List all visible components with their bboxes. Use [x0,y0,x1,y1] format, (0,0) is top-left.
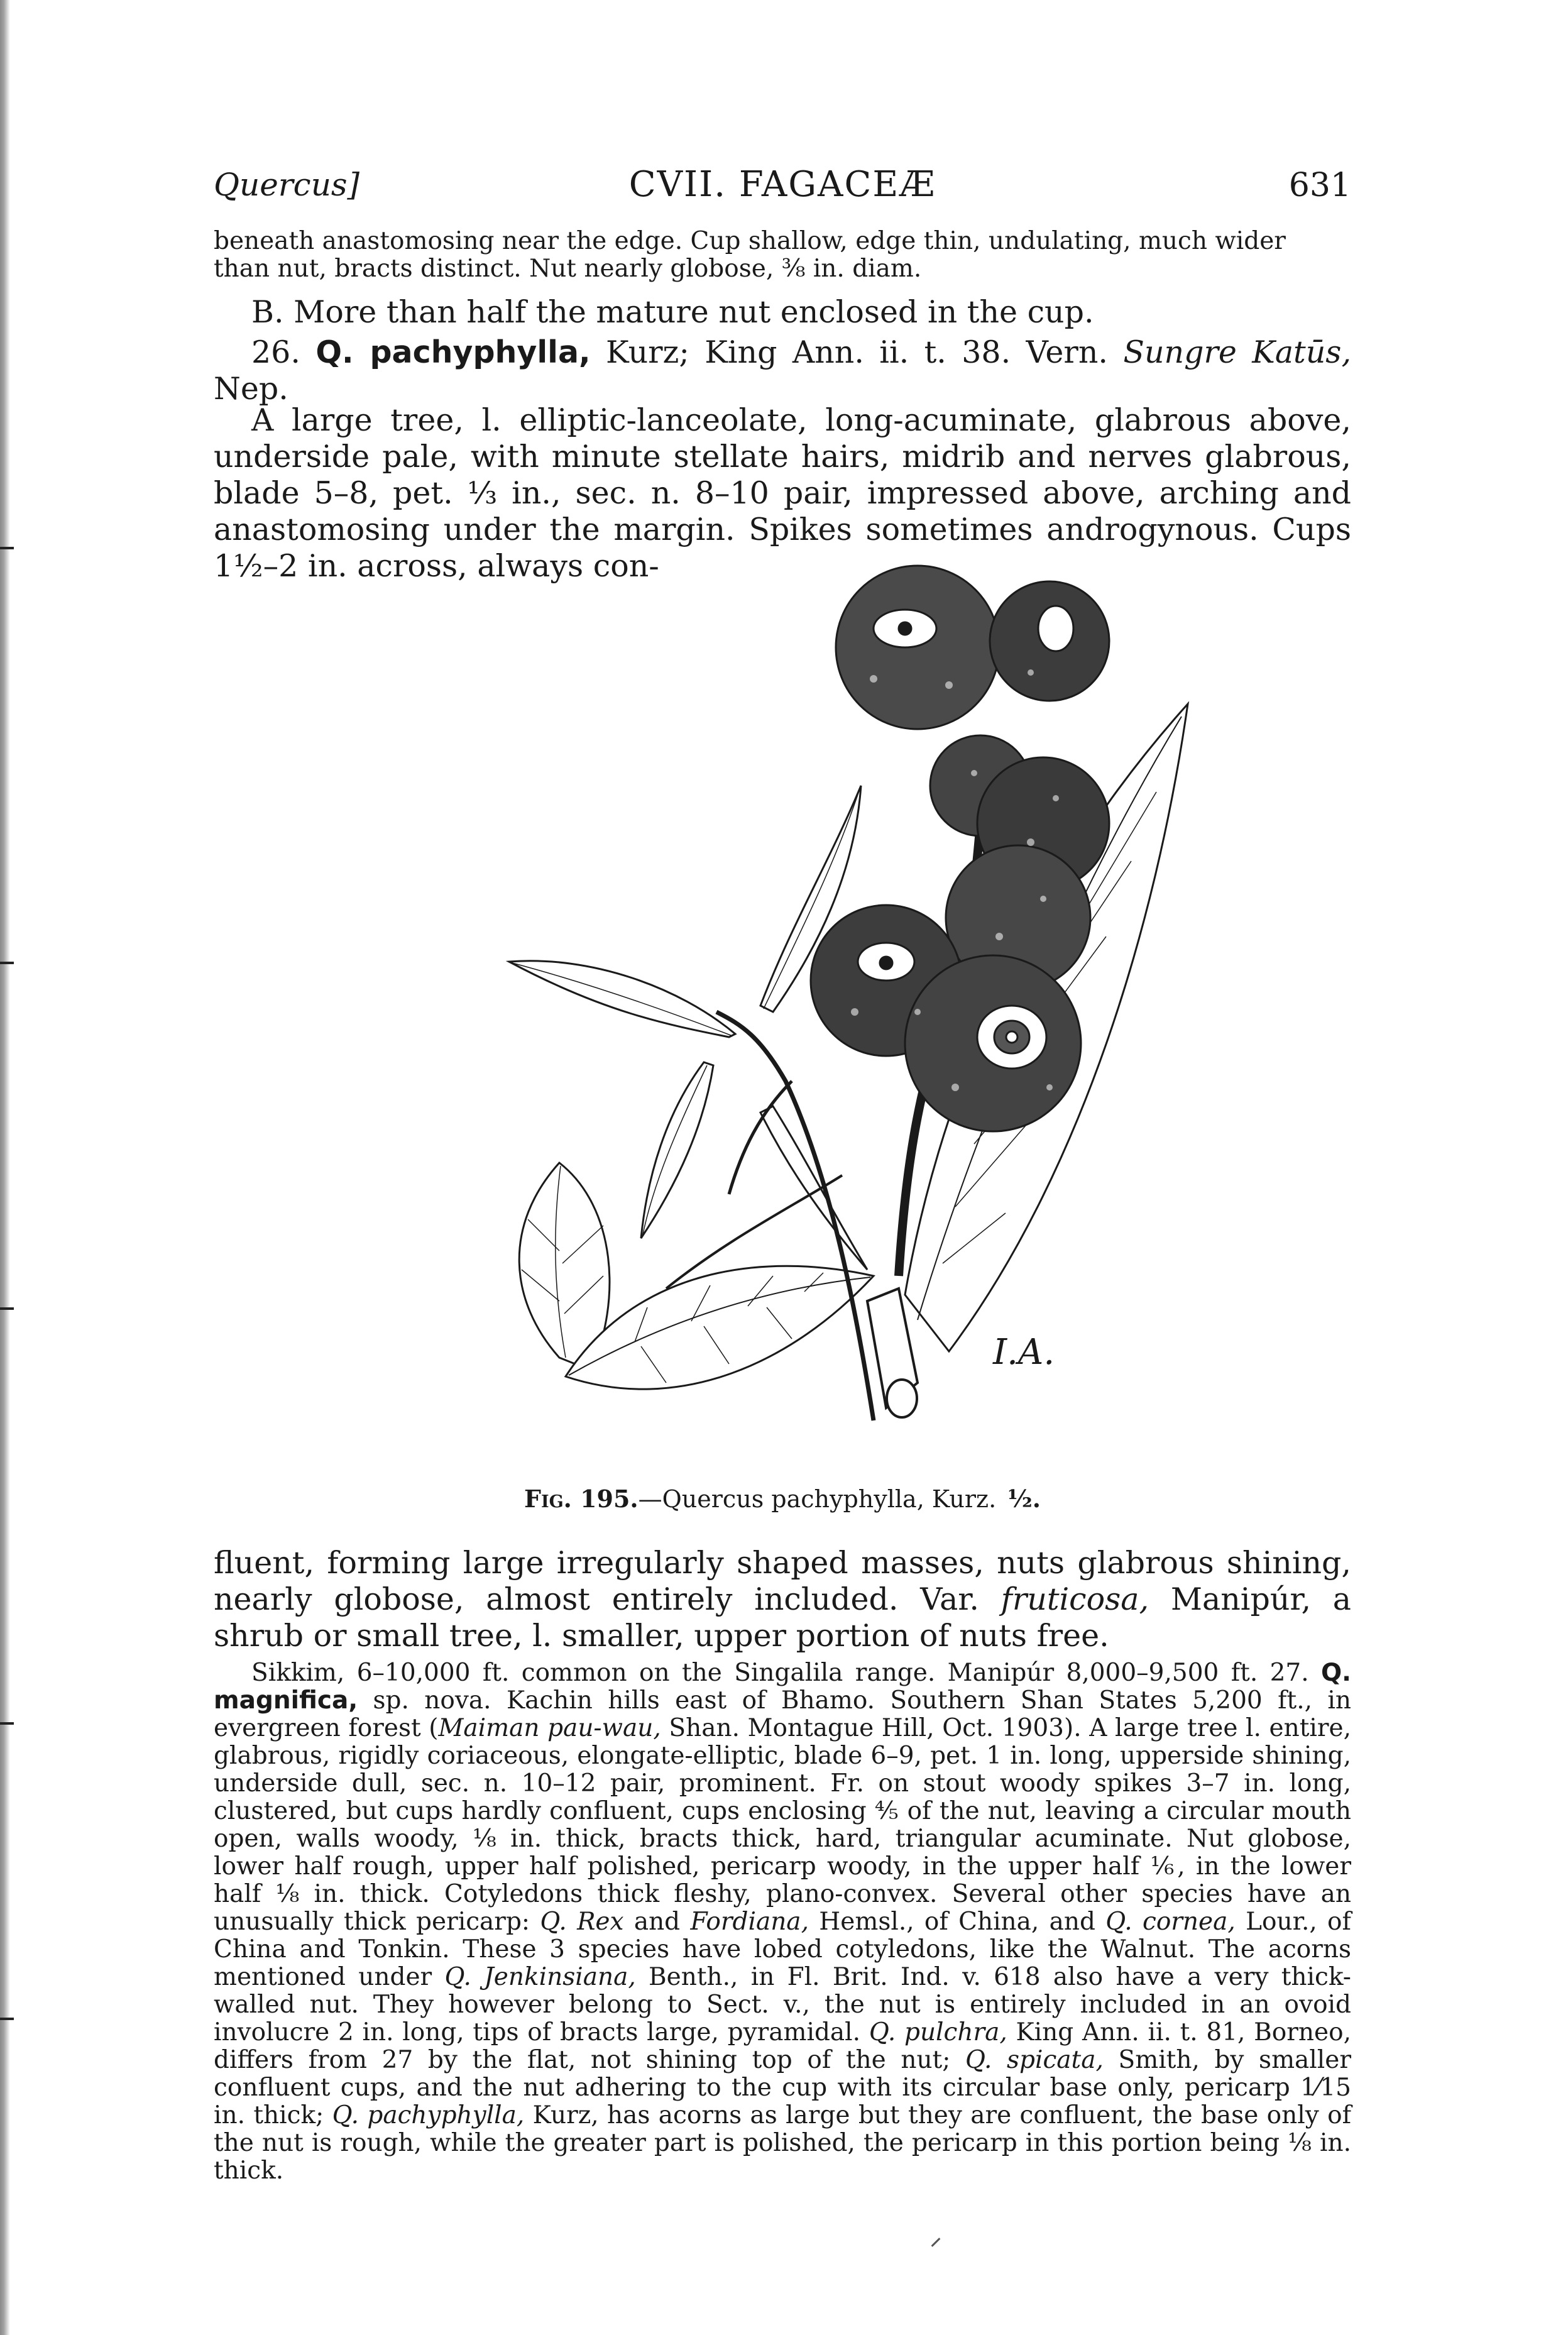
section-heading [214,294,1351,331]
species-ref: Fordiana, [690,1908,809,1936]
species-entry [214,334,1351,407]
acorn-cup [836,566,999,729]
notes-text: and [633,1908,681,1936]
notes-text: Shan. Montague Hill, Oct. 1903). A large tree l. entire, glabrous, rigidly coriaceous, elongate-elliptic, blade 6–9, pet. 1 in. long, upperside shining, underside dull, sec. n. 10–12 pair, prominent. Fr. on stout woody spikes 3–7 in. long, clustered, but cups hardly confluent, cups enclosing ⅘ of the nut, leaving a circular mouth open, walls woody, ⅛ in. thick, bracts thick, hard, triangular acuminate. Nut globose, lower half rough, upper half polished, pericarp woody, in the upper half ⅙, in the lower half ⅛ in. thick. Cotyledons thick fleshy, plano-convex. Several other species have an unusually thick pericarp: [214,1714,1351,1936]
notes-text: King Ann. ii. t. 81, Borneo, differs from 27 by the flat, not shining top of the nut; [214,2018,1352,2074]
variety-name: fruticosa, [1001,1581,1149,1617]
chapter-title: CVII. FAGACEÆ [628,164,936,205]
page-header [214,160,1351,211]
description-line: than nut, bracts distinct. Nut nearly globose, ⅜ in. diam. [214,255,922,283]
figure-label: Fig. 195. [524,1485,639,1513]
scan-mark [0,2018,14,2020]
notes-text: Lour., of China and Tonkin. These 3 species have lobed cotyledons, like the Walnut. The acorns mentioned under [214,1908,1351,1991]
artist-initials: I.A. [993,1332,1055,1373]
species-locality: Nep. [214,371,288,407]
leaf-mid-down [641,1062,713,1238]
species-notes [214,1659,1351,2185]
notes-text: Kurz, has acorns as large but they are confluent, the base only of the nut is rough, while the greater part is polished, the pericarp in this portion being ⅛ in. thick. [214,2101,1352,2185]
section-heading-text: B. More than half the mature nut enclosed in the cup. [251,294,1094,330]
notes-text: Benth., in Fl. Brit. Ind. v. 618 also have a very thick-walled nut. They however belong to Sect. v., the nut is entirely included in an ovoid involucre 2 in. long, tips of bracts large, pyramidal. [214,1963,1351,2047]
species-ref: Q. cornea, [1105,1908,1236,1936]
acorn-cup [990,581,1109,701]
notes-text: Smith, by smaller confluent cups, and the nut adhering to the cup with its circular base only, pericarp 1⁄15 in. thick; [214,2046,1351,2129]
species-number: 26. [251,334,300,370]
page-number: 631 [1288,167,1351,204]
scan-mark [0,547,14,549]
notes-text: sp. nova. Kachin hills east of Bhamo. Southern Shan States 5,200 ft., in evergreen forest ( [214,1686,1351,1742]
species-ref: Q. pachyphylla, [332,2101,525,2129]
notes-text: Hemsl., of China, and [819,1908,1095,1936]
species-ref: Q. spicata, [965,2046,1104,2074]
description-part: fluent, forming large irregularly shaped masses, nuts glabrous shining, nearly globose, almost entirely included. Var. [214,1545,1351,1617]
scan-mark [0,962,14,964]
species-ref: Q. Rex [540,1908,624,1936]
stray-mark [931,2238,941,2247]
species-authority: Kurz; King Ann. ii. t. 38. Vern. [606,334,1108,370]
vernacular-name: Maiman pau-wau, [438,1714,661,1742]
scan-mark [0,1722,14,1725]
scan-edge-shadow [0,0,10,2335]
quercus-drawing [352,547,1232,1477]
leaf-bottom [566,1266,874,1389]
notes-text: Sikkim, 6–10,000 ft. common on the Singalila range. Manipúr 8,000–9,500 ft. 27. [251,1659,1309,1687]
post-figure-description [214,1545,1351,1654]
vernacular-name: Sungre Katūs, [1123,334,1352,370]
running-head: Quercus] [214,167,360,203]
species-name: Q. magnifica, [214,1659,1351,1715]
leaf-left-mid [509,961,735,1037]
figure-scale: ½. [1007,1485,1041,1513]
species-name: Q. pachyphylla, [315,334,591,370]
botanical-illustration [352,547,1232,1477]
description-line: beneath anastomosing near the edge. Cup shallow, edge thin, undulating, much wider [214,227,1286,255]
acorn-cup [905,955,1081,1131]
species-description-text: A large tree, l. elliptic-lanceolate, long-acuminate, glabrous above, underside pale, with minute stellate hairs, midrib and nerves glabrous, blade 5–8, pet. ⅓ in., sec. n. 8–10 pair, impressed above, arching and anastomosing under the margin. Spikes sometimes androgynous. Cups 1½–2 in. across, always con- [214,402,1351,584]
leaf-lower-mid [760,1106,867,1270]
species-ref: Q. Jenkinsiana, [444,1963,636,1991]
figure-caption-text: —Quercus pachyphylla, Kurz. [638,1485,997,1513]
scan-mark [0,1307,14,1310]
figure-caption [214,1485,1351,1513]
description-part: Manipúr, a shrub or small tree, l. smaller, upper portion of nuts free. [214,1581,1352,1654]
species-ref: Q. pulchra, [869,2018,1007,2047]
continued-description [214,228,1351,283]
